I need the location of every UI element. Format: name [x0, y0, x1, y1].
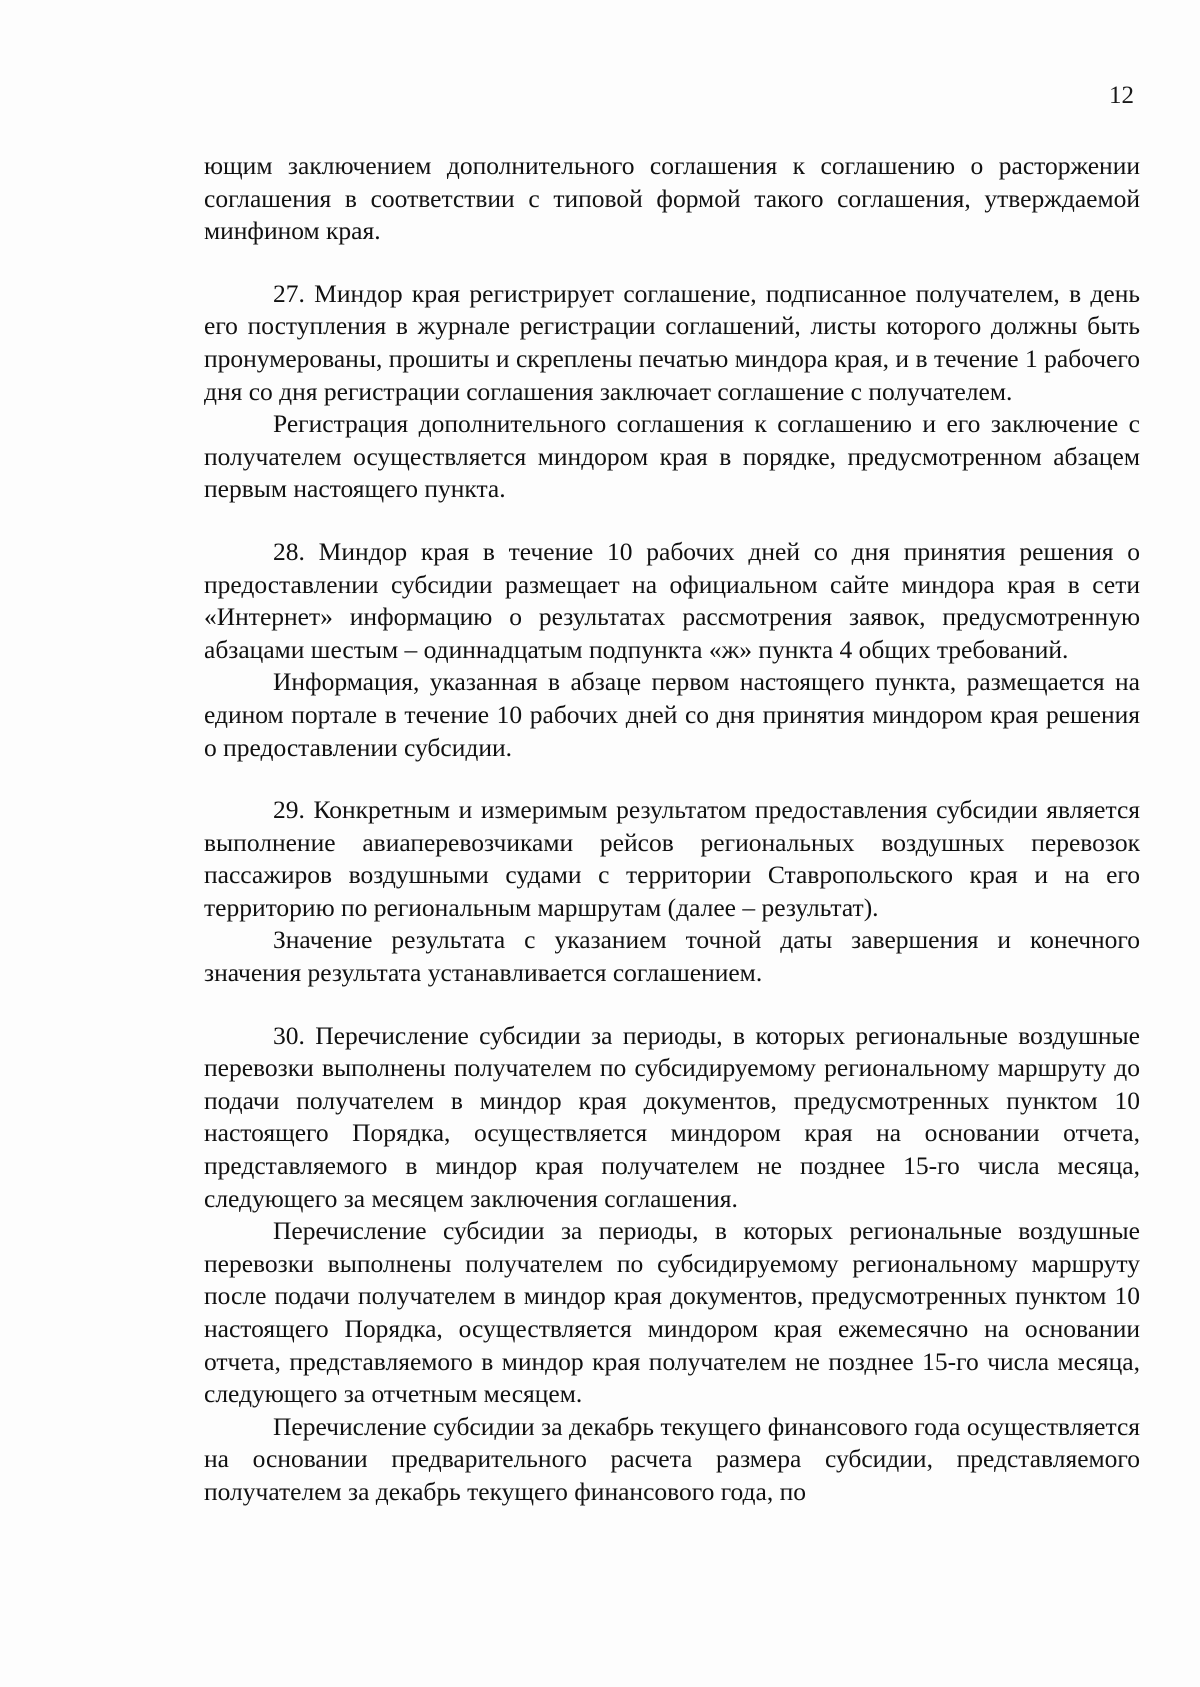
paragraph-item-28-information: Информация, указанная в абзаце первом настоящего пункта, размещается на едином портале в течение 10 рабочих дней со дня принятия миндором края решения о предоставлении субсидии.: [204, 667, 1140, 762]
paragraph-item-27-registration: Регистрация дополнительного соглашения к соглашению и его заключение с получателем осуществляется миндором края в порядке, предусмотренном абзацем первым настоящего пункта.: [204, 409, 1140, 504]
paragraph-item-29-result-value: Значение результата с указанием точной даты завершения и конечного значения результата устанавливается соглашением.: [204, 925, 1140, 988]
paragraph-item-28: 28. Миндор края в течение 10 рабочих дней со дня принятия решения о предоставлении субсидии размещает на официальном сайте миндора края в сети «Интернет» информацию о результатах рассмотрения заявок, предусмотренную абзацами шестым – одиннадцатым подпункта «ж» пункта 4 общих требований.: [204, 536, 1140, 664]
document-body: [204, 150, 1140, 1509]
paragraph-item-30-december: Перечисление субсидии за декабрь текущего финансового года осуществляется на основании предварительного расчета размера субсидии, представляемого получателем за декабрь текущего финансового года, по: [204, 1411, 1140, 1506]
paragraph-continuation: ющим заключением дополнительного соглашения к соглашению о расторжении соглашения в соответствии с типовой формой такого соглашения, утверждаемой минфином края.: [204, 151, 1140, 246]
paragraph-item-30-monthly: Перечисление субсидии за периоды, в которых региональные воздушные перевозки выполнены получателем по субсидируемому региональному маршруту после подачи получателем в миндор края документов, предусмотренных пунктом 10 настоящего Порядка, осуществляется миндором края ежемесячно на основании отчета, представляемого в миндор края получателем не позднее 15-го числа месяца, следующего за отчетным месяцем.: [204, 1216, 1140, 1409]
paragraph-item-29: 29. Конкретным и измеримым результатом предоставления субсидии является выполнение авиаперевозчиками рейсов региональных воздушных перевозок пассажиров воздушными судами с территории Ставропольского края и на его территорию по региональным маршрутам (далее – результат).: [204, 795, 1140, 922]
page-number: 12: [1109, 82, 1134, 109]
paragraph-item-30: 30. Перечисление субсидии за периоды, в которых региональные воздушные перевозки выполнены получателем по субсидируемому региональному маршруту до подачи получателем в миндор края документов, предусмотренных пунктом 10 настоящего Порядка, осуществляется миндором края на основании отчета, представляемого в миндор края получателем не позднее 15-го числа месяца, следующего за месяцем заключения соглашения.: [204, 1020, 1140, 1213]
paragraph-item-27: 27. Миндор края регистрирует соглашение, подписанное получателем, в день его поступления в журнале регистрации соглашений, листы которого должны быть пронумерованы, прошиты и скреплены печатью миндора края, и в течение 1 рабочего дня со дня регистрации соглашения заключает соглашение с получателем.: [204, 278, 1140, 406]
